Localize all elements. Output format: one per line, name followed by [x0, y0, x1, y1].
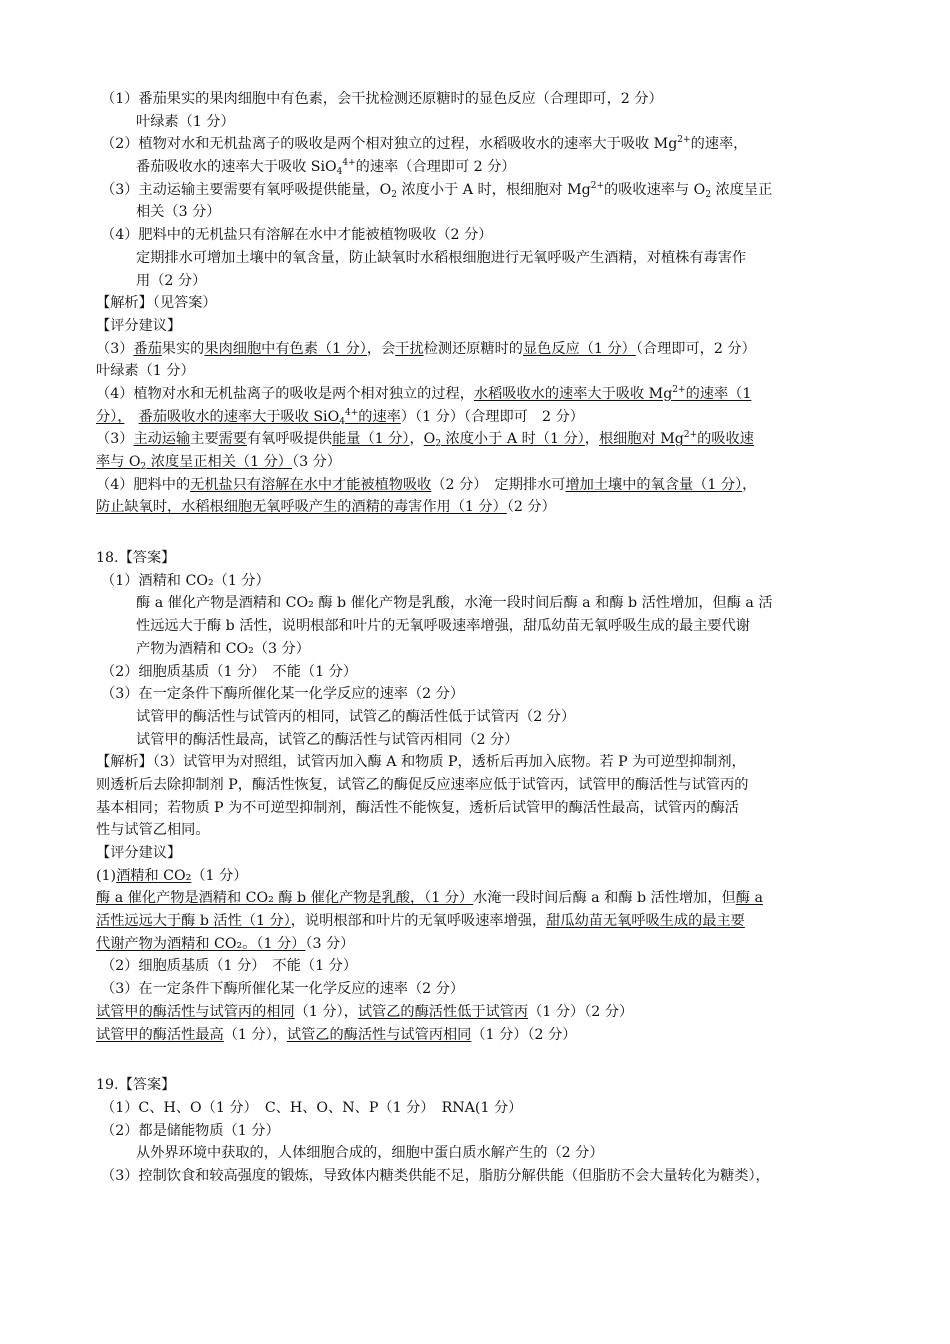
q18-analysis-3: 基本相同；若物质 P 为不可逆型抑制剂，酶活性不能恢复，透析后试管甲的酶活性最高，试管丙的酶活	[96, 799, 739, 816]
q18-analysis-4: 性与试管乙相同。	[96, 822, 210, 839]
q18-scoring-1b: 酶 a 催化产物是酒精和 CO₂ 酶 b 催化产物是乳酸，（1 分）水淹一段时间后酶 a 和酶 b 活性增加，但酶 a	[96, 890, 763, 907]
q17-answer-3: （3）主动运输主要需要有氧呼吸提供能量，$O_2$ 浓度小于 A 时，根细胞对 $Mg^{2+}$的吸收速率与 $O_2$ 浓度呈正	[101, 180, 773, 200]
q18-answer-1: （1）酒精和 CO₂（1 分）	[101, 572, 270, 589]
q18-analysis-1: 【解析】（3）试管甲为对照组，试管丙加入酶 A 和物质 P，透析后再加入底物。若 P 为可逆型抑制剂，	[96, 754, 746, 771]
q17-answer-1: （1）番茄果实的果肉细胞中有色素，会干扰检测还原糖时的显色反应（合理即可，2 分）	[101, 91, 663, 107]
q19-answer-2: （2）都是储能物质（1 分）	[101, 1122, 280, 1139]
q18-answer-3b: 试管甲的酶活性与试管丙的相同，试管乙的酶活性低于试管丙（2 分）	[136, 708, 576, 725]
q18-analysis-2: 则透析后去除抑制剂 P，酶活性恢复，试管乙的酶促反应速率应低于试管丙，试管甲的酶活性与试管丙的	[96, 776, 749, 793]
q18-scoring-heading: 【评分建议】	[96, 845, 182, 861]
q18-title: 18.【答案】	[96, 550, 176, 567]
q17-scoring-4c: （4）肥料中的无机盐只有溶解在水中才能被植物吸收（2 分） 定期排水可增加土壤中的氧含量（1 分），	[96, 476, 757, 493]
q18-scoring-1: (1)酒精和 CO₂（1 分）	[96, 867, 248, 884]
q17-scoring-3c: （3）主动运输主要需要有氧呼吸提供能量（1 分），$O_2$ 浓度小于 A 时（1 分），根细胞对 $Mg^{2+}$的吸收速	[96, 430, 754, 450]
q17-scoring-3b: 叶绿素（1 分）	[96, 363, 195, 380]
q18-scoring-3c: 试管甲的酶活性最高（1 分），试管乙的酶活性与试管丙相同（1 分）（2 分）	[96, 1026, 577, 1043]
q17-scoring-4b: 分）， 番茄吸收水的速率大于吸收 SiO$_4^{4+}$的速率）（1 分）（合理即可 2 分）	[96, 407, 584, 427]
q18-answer-2: （2）细胞质基质（1 分） 不能（1 分）	[101, 663, 358, 680]
q17-analysis: 【解析】（见答案）	[96, 295, 217, 312]
q18-scoring-2: （2）细胞质基质（1 分） 不能（1 分）	[101, 958, 358, 975]
q17-scoring-4: （4）植物对水和无机盐离子的吸收是两个相对独立的过程，水稻吸收水的速率大于吸收 $Mg^{2+}$的速率（1	[96, 384, 752, 402]
q17-answer-1b: 叶绿素（1 分）	[136, 113, 235, 130]
q19-answer-2b: 从外界环境中获取的，人体细胞合成的，细胞中蛋白质水解产生的（2 分）	[136, 1145, 604, 1162]
q17-scoring-3d: 率与 $O_2$ 浓度呈正相关（1 分）（3 分）	[96, 454, 341, 472]
q17-answer-3b: 相关（3 分）	[136, 204, 221, 221]
q17-scoring-4d: 防止缺氧时，水稻根细胞无氧呼吸产生的酒精的毒害作用（1 分）（2 分）	[96, 499, 556, 516]
q17-answer-2b: 番茄吸收水的速率大于吸收 SiO$_4^{4+}$的速率（合理即可 2 分）	[136, 158, 516, 178]
q17-scoring-3: （3）番茄果实的果肉细胞中有色素（1 分），会干扰检测还原糖时的显色反应（1 分）（合理即可，2 分）	[96, 340, 756, 357]
q17-answer-4c: 用（2 分）	[136, 272, 207, 289]
q19-title: 19.【答案】	[96, 1077, 176, 1094]
q17-scoring-heading: 【评分建议】	[96, 317, 182, 334]
q18-scoring-3: （3）在一定条件下酶所催化某一化学反应的速率（2 分）	[101, 981, 465, 998]
q18-answer-1c: 性远远大于酶 b 活性，说明根部和叶片的无氧呼吸速率增强，甜瓜幼苗无氧呼吸生成的最主要代谢	[136, 618, 750, 635]
document-page	[96, 88, 866, 1188]
q17-answer-2: （2）植物对水和无机盐离子的吸收是两个相对独立的过程，水稻吸收水的速率大于吸收 $Mg^{2+}$的速率，	[101, 135, 748, 153]
q18-answer-3: （3）在一定条件下酶所催化某一化学反应的速率（2 分）	[101, 686, 465, 703]
q18-scoring-1d: 代谢产物为酒精和 CO₂。（1 分）（3 分）	[96, 935, 355, 952]
q17-answer-4b: 定期排水可增加土壤中的氧含量，防止缺氧时水稻根细胞进行无氧呼吸产生酒精，对植株有毒害作	[136, 249, 747, 266]
q19-answer-3: （3）控制饮食和较高强度的锻炼，导致体内糖类供能不足，脂肪分解供能（但脂肪不会大量转化为糖类），	[101, 1167, 770, 1184]
q18-answer-1d: 产物为酒精和 CO₂（3 分）	[136, 640, 310, 657]
q17-answer-4: （4）肥料中的无机盐只有溶解在水中才能被植物吸收（2 分）	[101, 227, 493, 244]
q18-answer-1b: 酶 a 催化产物是酒精和 CO₂ 酶 b 催化产物是乳酸，水淹一段时间后酶 a 和酶 b 活性增加，但酶 a 活	[136, 595, 773, 612]
q18-scoring-3b: 试管甲的酶活性与试管丙的相同（1 分），试管乙的酶活性低于试管丙（1 分）（2 分）	[96, 1003, 634, 1020]
q18-scoring-1c: 活性远远大于酶 b 活性（1 分），说明根部和叶片的无氧呼吸速率增强，甜瓜幼苗无氧呼吸生成的最主要	[96, 913, 745, 930]
q18-answer-3c: 试管甲的酶活性最高，试管乙的酶活性与试管丙相同（2 分）	[136, 731, 519, 748]
q19-answer-1: （1）C、H、O（1 分） C、H、O、N、P（1 分） RNA(1 分）	[101, 1099, 523, 1116]
